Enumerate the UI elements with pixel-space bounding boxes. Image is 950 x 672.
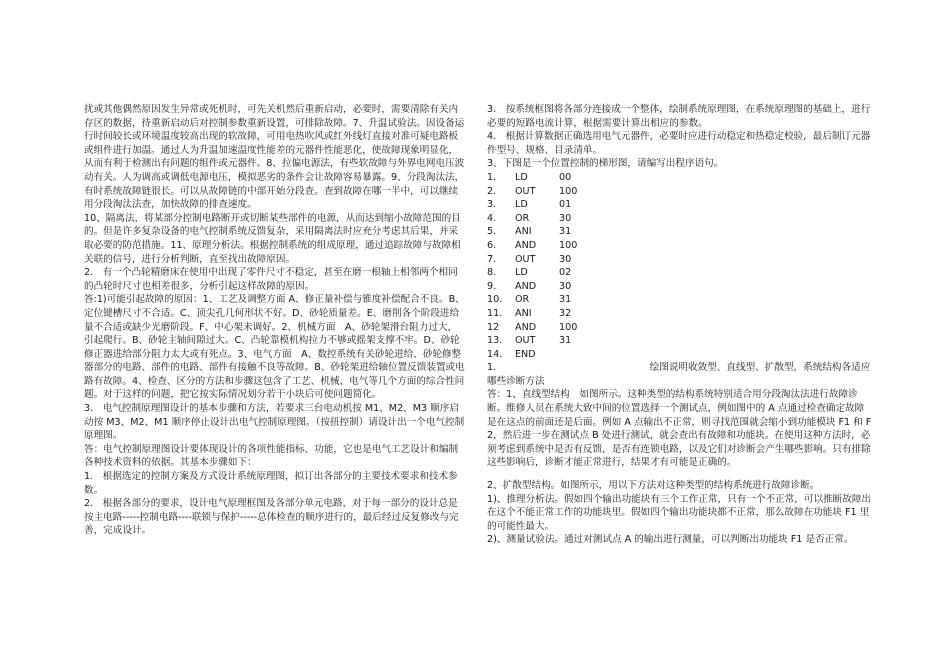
instruction: LD bbox=[515, 171, 528, 183]
answer-linear-structure: 答：1、直线型结构 如图所示。这种类型的结构系统特别适合用分段淘汰法进行故障诊断。维修人员在系统大致中间的位置选择一个测试点，例如图中的 A 点通过检查确定故障是在这点的前面还是后面。例如 A 点输出不正常，则寻找范围就会缩小到功能模块 F1 和 F2，然后进一步在测试点 B 处进行测试，就会查出有故障和功能块。在使用这种方法时，必须考虑到系统中是否有反馈，是否有连锁电路，以及它们对诊断会产生哪些影响。只有排除这些影响后，诊断才能正常进行，结果才有可能是正确的。 bbox=[487, 389, 872, 469]
question-2: 2. 有一个凸轮精磨床在使用中出现了零件尺寸不稳定，甚至在磨一根轴上相邻两个相同的凸轮时尺寸也相差很多，分析引起这样故障的原因。 bbox=[84, 267, 458, 292]
operand: 100 bbox=[559, 239, 578, 251]
paragraph-troubleshooting-methods: 扰或其他偶然原因发生异常或死机时，可先关机然后重新启动，必要时，需要清除有关内存区的数据，待重新启动后对控制参数重新设置，可排除故障。7、升温试验法。因设备运行时间较长或环境温度较高出现的软故障，可用电热吹风或红外线灯直接对准可疑电路板或组件进行加温。通过人为升温加速温度性能差的元器件性能恶化，使故障现象明显化，从而有利于检测出有问题的组件或元器件。8、拉偏电源法，有些软故障与外界电网电压波动有关。人为调高或调低电源电压，模拟恶劣的条件会让故障容易暴露。9、分段淘汰法，有时系统故障链很长。可以从故障链的中部开始分段查。查到故障在哪一半中，可以继续用分段淘汰法查，加快故障的排查速度。 bbox=[84, 104, 465, 211]
program-line bbox=[487, 212, 872, 226]
answer-3-step-4: 4. 根据计算数据正确选用电气元器件，必要时应进行动稳定和热稳定校验，最后制订元器件型号、规格、目录清单。 bbox=[487, 131, 871, 156]
instruction: OUT bbox=[515, 185, 536, 197]
diagram-question: 1. 绘图说明收敛型、直线型、扩散型，系统结构各适应哪些诊断方法 bbox=[487, 362, 871, 387]
operand: 30 bbox=[559, 253, 572, 265]
ladder-question: 3、下图是一个位置控制的梯形图，请编写出程序语句。 bbox=[487, 158, 724, 170]
program-line bbox=[487, 307, 872, 321]
line-number: 5. bbox=[487, 226, 497, 238]
instruction: END bbox=[515, 348, 536, 360]
line-number: 11. bbox=[487, 307, 503, 319]
instruction: OUT bbox=[515, 253, 536, 265]
operand: 00 bbox=[559, 171, 572, 183]
program-line bbox=[487, 266, 872, 280]
instruction: ANI bbox=[515, 307, 532, 319]
line-number: 9. bbox=[487, 280, 497, 292]
answer-2: 答:1)可能引起故障的原因：1、工艺及调整方面 A、修正量补偿与锥度补偿配合不良。B、定位键槽尺寸不合适。C、顶尖孔几何形状不好。D、砂轮质量差。E、磨削各个阶段进给量不合适或缺少光磨阶段。F、中心架未调好。2、机械方面 A、砂轮架滑台阻力过大，引起爬行。B、砂轮主轴间隙过大。C、凸轮靠模机构拉力不够或摇架支撑不牢。D、砂轮修正器进给部分阻力太大或有死点。3、电气方面 A、数控系统有关砂轮进给、砂轮修整器部分的电路、部件的电路、部件有接触不良等故障。B、砂轮架进给轴位置反馈装置或电路有故障。4、检查、区分的方法和步骤这包含了工艺、机械、电气等几个方面的综合性问题。对于这样的问题，把它按实际情况划分若干小块后可使问题简化。 bbox=[84, 294, 465, 401]
instruction: LD bbox=[515, 199, 528, 211]
operand bbox=[559, 348, 599, 362]
operand: 30 bbox=[559, 212, 572, 224]
line-number: 7. bbox=[487, 253, 497, 265]
program-line bbox=[487, 321, 872, 335]
operand: 31 bbox=[559, 294, 572, 306]
answer-3-step-3: 3. 按系统框图将各部分连接成一个整体，绘制系统原理图，在系统原理图的基础上，进行必要的短路电流计算，根据需要计算出相应的参数。 bbox=[487, 104, 871, 129]
operand: 31 bbox=[559, 226, 572, 238]
operand: 100 bbox=[559, 185, 578, 197]
measurement-test: 2)、测量试验法。通过对测试点 A 的输出进行测量，可以判断出功能块 F1 是否正常。 bbox=[487, 534, 854, 546]
operand: 31 bbox=[559, 335, 572, 347]
instruction: OR bbox=[515, 212, 530, 224]
instruction: ANI bbox=[515, 226, 532, 238]
line-number: 12 bbox=[487, 321, 500, 333]
program-line bbox=[487, 253, 872, 267]
answer-3-step-1: 1. 根据选定的控制方案及方式设计系统原理图，拟订出各部分的主要技术要求和技术参数。 bbox=[84, 471, 458, 496]
line-number: 8. bbox=[487, 267, 497, 279]
instruction: AND bbox=[515, 280, 537, 292]
program-listing bbox=[487, 171, 872, 361]
inference-analysis: 1)、推理分析法。假如四个输出功能块有三个工作正常，只有一个不正常，可以推断故障出在这个不能正常工作的功能块里。假如四个输出功能块都不正常，那么故障在功能块 F1 里的可能性最大。 bbox=[487, 493, 872, 532]
program-line bbox=[487, 198, 872, 212]
program-line bbox=[487, 293, 872, 307]
line-number: 13. bbox=[487, 335, 503, 347]
line-number: 14. bbox=[487, 348, 503, 360]
program-line bbox=[487, 185, 872, 199]
diffusion-structure: 2、扩散型结构。如图所示，用以下方法对这种类型的结构系统进行故障诊断。 bbox=[487, 480, 820, 492]
left-column bbox=[84, 103, 466, 538]
instruction: AND bbox=[515, 239, 537, 251]
line-number: 4. bbox=[487, 212, 497, 224]
line-number: 2. bbox=[487, 185, 497, 197]
line-number: 6. bbox=[487, 239, 497, 251]
line-number: 1. bbox=[487, 171, 497, 183]
operand: 100 bbox=[559, 321, 578, 333]
line-number: 10. bbox=[487, 294, 503, 306]
program-line bbox=[487, 348, 872, 362]
instruction: AND bbox=[515, 321, 537, 333]
answer-3-step-2: 2. 根据各部分的要求，设计电气原理框图及各部分单元电路，对于每一部分的设计总是按主电路-----控制电路----联锁与保护-----总体检查的顺序进行的，最后经过反复修改与完善，完成设计。 bbox=[84, 498, 459, 537]
program-line bbox=[487, 239, 872, 253]
right-column bbox=[487, 103, 872, 547]
operand: 32 bbox=[559, 307, 572, 319]
program-line bbox=[487, 171, 872, 185]
instruction: OR bbox=[515, 294, 530, 306]
question-3: 3. 电气控制原理图设计的基本步骤和方法，若要求三台电动机按 M1、M2、M3 顺序启动按 M3、M2、M1 顺序停止设计出电气控制原理图。（按扭控制）请设计出一个电气控制原理图。 bbox=[84, 403, 465, 442]
instruction: OUT bbox=[515, 335, 536, 347]
line-number: 3. bbox=[487, 199, 497, 211]
operand: 30 bbox=[559, 280, 572, 292]
operand: 02 bbox=[559, 267, 572, 279]
instruction: LD bbox=[515, 267, 528, 279]
program-line bbox=[487, 334, 872, 348]
operand: 01 bbox=[559, 199, 572, 211]
program-line bbox=[487, 280, 872, 294]
program-line bbox=[487, 225, 872, 239]
answer-3-intro: 答：电气控制原理图设计要体现设计的各项性能指标、功能，它也是电气工艺设计和编制各种技术资料的依据。其基本步骤如下： bbox=[84, 443, 459, 469]
paragraph-isolation-method: 10、隔离法，将某部分控制电路断开或切断某些部件的电源，从而达到缩小故障范围的目的。但是许多复杂设备的电气控制系统反馈复杂，采用隔离法时应充分考虑其后果，并采取必要的防范措施。11、原理分析法。根据控制系统的组成原理，通过追踪故障与故障相关联的信号，进行分析判断，直至找出故障原因。 bbox=[84, 212, 461, 265]
